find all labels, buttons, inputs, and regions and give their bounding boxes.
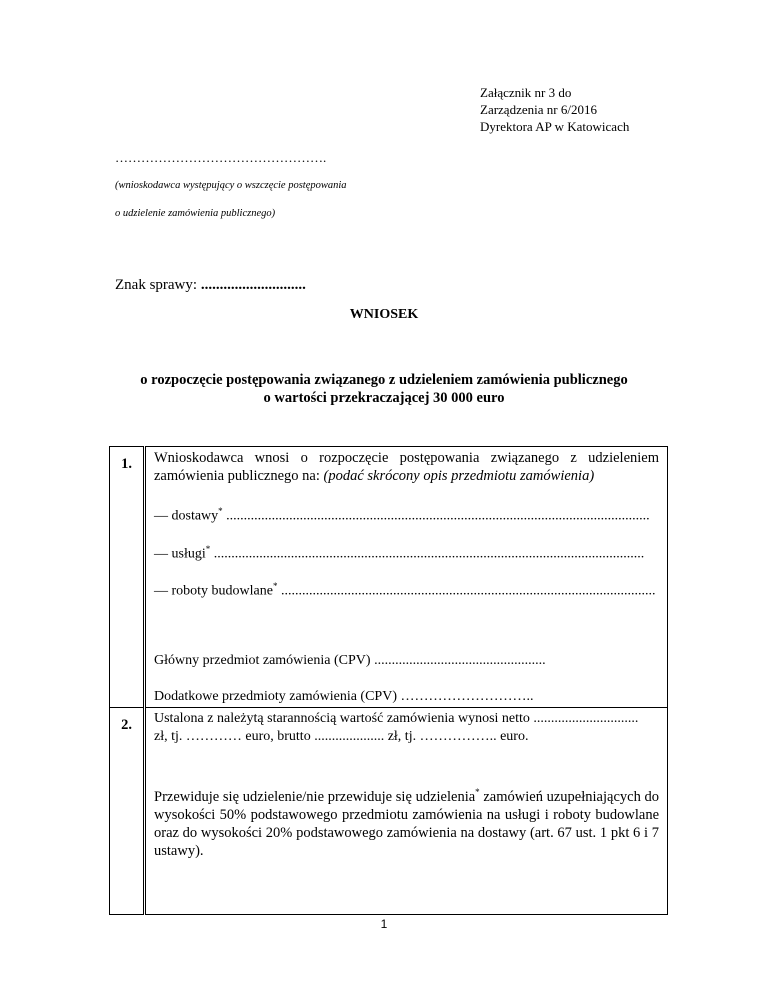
case-reference-value: ............................ [200,277,306,293]
case-reference [115,277,306,294]
option-works: — roboty budowlane* ........................................................................................................... [154,581,656,599]
section-number-cell [110,708,145,915]
footnote-mark: * [272,581,278,592]
supplementary-orders-text: Przewiduje się udzielenie/nie przewiduje się udzielenia* zamówień uzupełniających do wysokości 50% podstawowego przedmiotu zamówienia na usługi i roboty budowlane oraz do wysokości 20% podstawowego zamówienia na dostawy (art. 67 ust. 1 pkt 6 i 7 ustawy). [154,787,659,859]
section-number: 1. [121,456,132,472]
estimated-value-line-1: Ustalona z należytą starannością wartość zamówienia wynosi netto .............................. [154,711,639,726]
option-works-dots: ........................................................................................................... [277,583,656,599]
request-form-table [109,446,668,915]
section-row-1 [110,447,668,708]
attachment-line-1: Załącznik nr 3 do [480,85,572,100]
estimated-value-line-2: zł, tj. ………… euro, brutto .................... zł, tj. …………….. euro. [154,729,529,744]
document-subtitle [0,371,768,407]
attachment-line-2: Zarządzenia nr 6/2016 [480,102,597,117]
applicant-dots: …………………………………………. [115,150,327,165]
subtitle-line-2: o wartości przekraczającej 30 000 euro [263,390,505,406]
option-supplies: — dostawy* ......................................................................................................................... [154,506,650,524]
section-1-intro-italic: (podać skrócony opis przedmiotu zamówienia) [323,468,595,484]
attachment-header [480,84,629,135]
footnote-mark: * [205,543,211,554]
applicant-caption-2: o udzielenie zamówienia publicznego) [115,208,276,219]
case-reference-label: Znak sprawy: [115,277,201,293]
option-supplies-dots: ......................................................................................................................... [222,508,650,524]
document-title: WNIOSEK [349,307,419,322]
section-number-cell [110,447,145,708]
footnote-mark: * [475,787,480,798]
cpv-additional: Dodatkowe przedmioty zamówienia (CPV) ……………………….. [154,688,534,704]
page-number: 1 [380,917,388,931]
footnote-mark: * [218,506,223,516]
section-content [145,708,668,915]
section-row-2 [110,708,668,915]
applicant-caption-1: (wnioskodawca występujący o wszczęcie postępowania [115,180,347,191]
section-number: 2. [121,717,132,733]
subtitle-line-1: o rozpoczęcie postępowania związanego z udzieleniem zamówienia publicznego [140,372,628,388]
cpv-main: Główny przedmiot zamówienia (CPV) ................................................. [154,652,546,668]
section-1-intro: Wnioskodawca wnosi o rozpoczęcie postępowania związanego z udzieleniem zamówienia publicznego na: (podać skrócony opis przedmiotu zamówienia) [154,450,659,484]
section-content [145,447,668,708]
option-services: — usługi* ........................................................................................................................... [154,543,645,562]
option-services-dots: ........................................................................................................................... [210,546,645,562]
attachment-line-3: Dyrektora AP w Katowicach [480,119,630,134]
